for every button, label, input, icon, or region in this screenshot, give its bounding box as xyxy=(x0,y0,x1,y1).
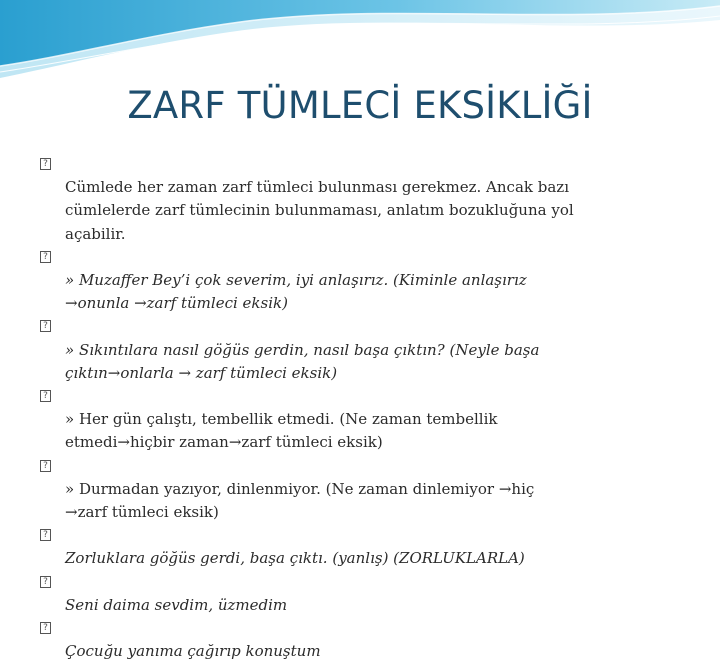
bullet-box-icon: ? xyxy=(40,460,51,472)
bullet-text: Seni daima sevdim, üzmedim xyxy=(65,595,288,614)
bullet-box-icon: ? xyxy=(40,622,51,634)
bullet-item xyxy=(40,153,700,246)
bullet-item xyxy=(40,246,700,316)
bullet-text: » Her gün çalıştı, tembellik etmedi. (Ne zaman tembellik etmedi→hiçbir zaman→zarf tümleci eksik) xyxy=(65,410,498,452)
bullet-text: » Durmadan yazıyor, dinlenmiyor. (Ne zaman dinlemiyor →hiç →zarf tümleci eksik) xyxy=(65,479,535,522)
bullet-text: » Sıkıntılara nasıl göğüs gerdin, nasıl başa çıktın? (Neyle başa çıktın→onlarla → zarf tümleci eksik) xyxy=(65,340,540,382)
bullet-text: » Muzaffer Bey’i çok severim, iyi anlaşırız. (Kiminle anlaşırız →onunla →zarf tümleci eksik) xyxy=(65,271,527,313)
bullet-item xyxy=(40,315,700,385)
bullet-box-icon: ? xyxy=(40,529,51,541)
bullet-text: Çocuğu yanıma çağırıp konuştum xyxy=(65,642,321,661)
bullet-box-icon: ? xyxy=(40,320,51,332)
bullet-box-icon: ? xyxy=(40,576,51,588)
bullet-box-icon: ? xyxy=(40,158,51,170)
bullet-list xyxy=(40,153,700,663)
bullet-text: Cümlede her zaman zarf tümleci bulunması gerekmez. Ancak bazı cümlelerde zarf tümlecinin bulunmaması, anlatım bozukluğuna yol açabilir. xyxy=(65,178,574,243)
bullet-text: Zorluklara göğüs gerdi, başa çıktı. (yanlış) (ZORLUKLARLA) xyxy=(65,549,525,568)
bullet-box-icon: ? xyxy=(40,251,51,263)
slide-title: ZARF TÜMLECİ EKSİKLİĞİ xyxy=(127,84,593,127)
header-wave-decoration xyxy=(0,0,720,80)
bullet-item xyxy=(40,385,700,455)
bullet-item xyxy=(40,571,700,617)
bullet-item xyxy=(40,524,700,570)
bullet-box-icon: ? xyxy=(40,390,51,402)
bullet-item xyxy=(40,455,700,525)
bullet-item xyxy=(40,617,700,663)
